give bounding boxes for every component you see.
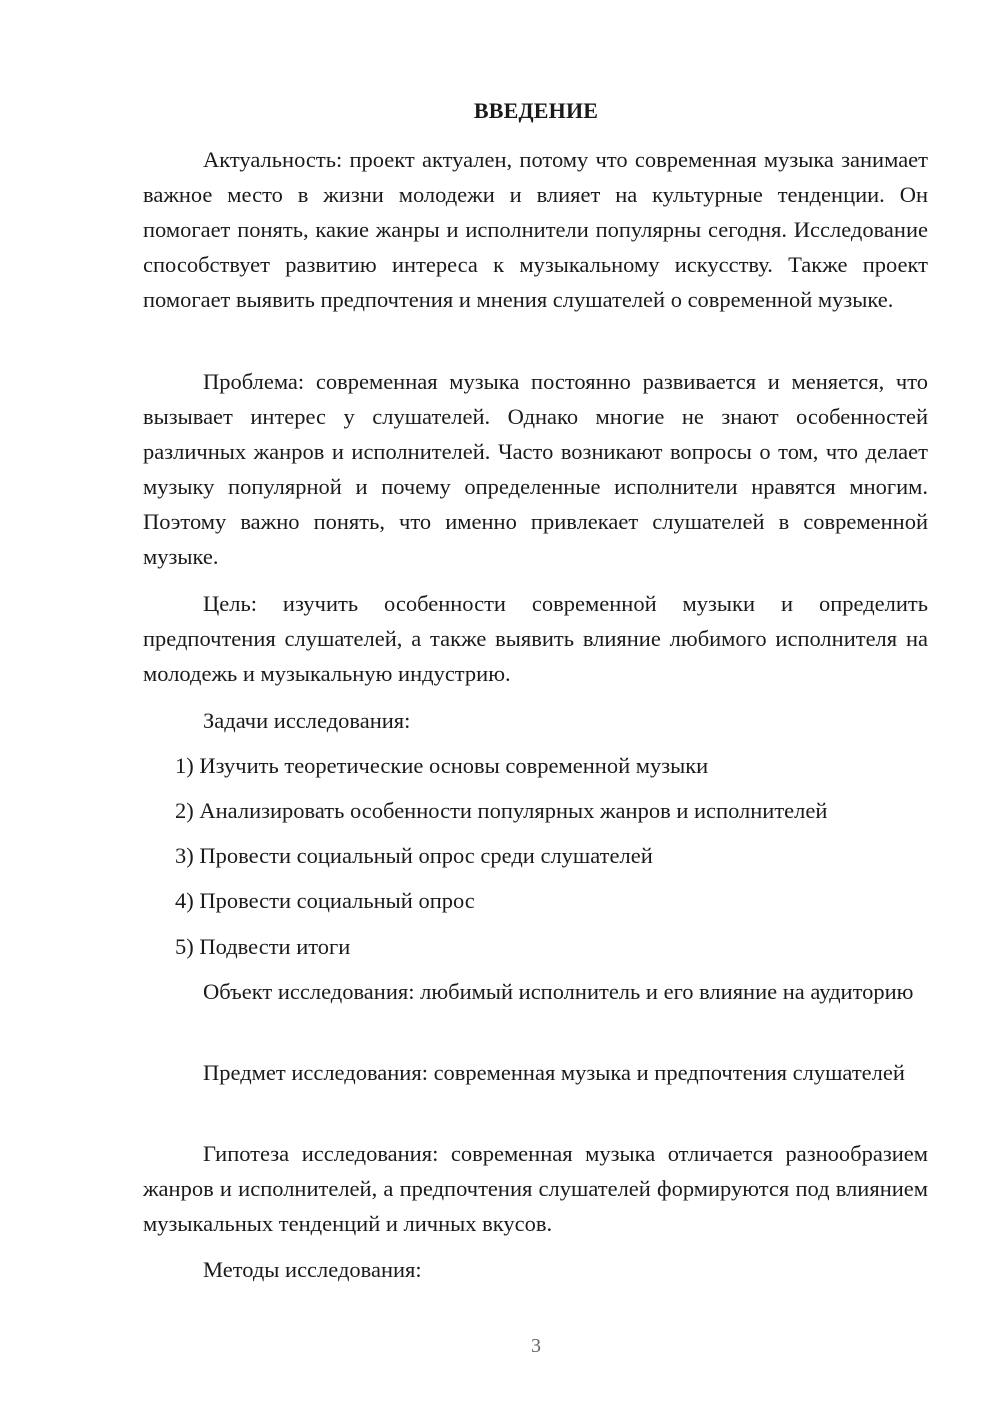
task-item: 1) Изучить теоретические основы современной музыки <box>175 753 709 778</box>
relevance-paragraph: Актуальность: проект актуален, потому что современная музыка занимает важное место в жизни молодежи и влияет на культурные тенденции. Он помогает понять, какие жанры и исполнители популярны сегодня. Исследование способствует развитию интереса к музыкальному искусству. Также проект помогает выявить предпочтения и мнения слушателей о современной музыке. <box>143 147 928 312</box>
subject-paragraph: Предмет исследования: современная музыка и предпочтения слушателей <box>203 1060 905 1085</box>
problem-paragraph: Проблема: современная музыка постоянно развивается и меняется, что вызывает интерес у слушателей. Однако многие не знают особенностей различных жанров и исполнителей. Часто возникают вопросы о том, что делает музыку популярной и почему определенные исполнители нравятся многим. Поэтому важно понять, что именно привлекает слушателей в современной музыке. <box>143 369 928 569</box>
task-item: 3) Провести социальный опрос среди слушателей <box>175 843 653 868</box>
object-paragraph: Объект исследования: любимый исполнитель и его влияние на аудиторию <box>203 979 914 1004</box>
task-item: 5) Подвести итоги <box>175 934 351 959</box>
page-title: ВВЕДЕНИЕ <box>473 98 599 123</box>
task-item: 2) Анализировать особенности популярных жанров и исполнителей <box>175 798 828 823</box>
tasks-heading: Задачи исследования: <box>203 708 411 733</box>
goal-paragraph: Цель: изучить особенности современной музыки и определить предпочтения слушателей, а также выявить влияние любимого исполнителя на молодежь и музыкальную индустрию. <box>143 591 928 686</box>
methods-heading: Методы исследования: <box>203 1257 422 1282</box>
task-item: 4) Провести социальный опрос <box>175 888 475 913</box>
page-number: 3 <box>531 1335 541 1357</box>
hypothesis-paragraph: Гипотеза исследования: современная музыка отличается разнообразием жанров и исполнителей, а предпочтения слушателей формируются под влиянием музыкальных тенденций и личных вкусов. <box>143 1141 928 1236</box>
